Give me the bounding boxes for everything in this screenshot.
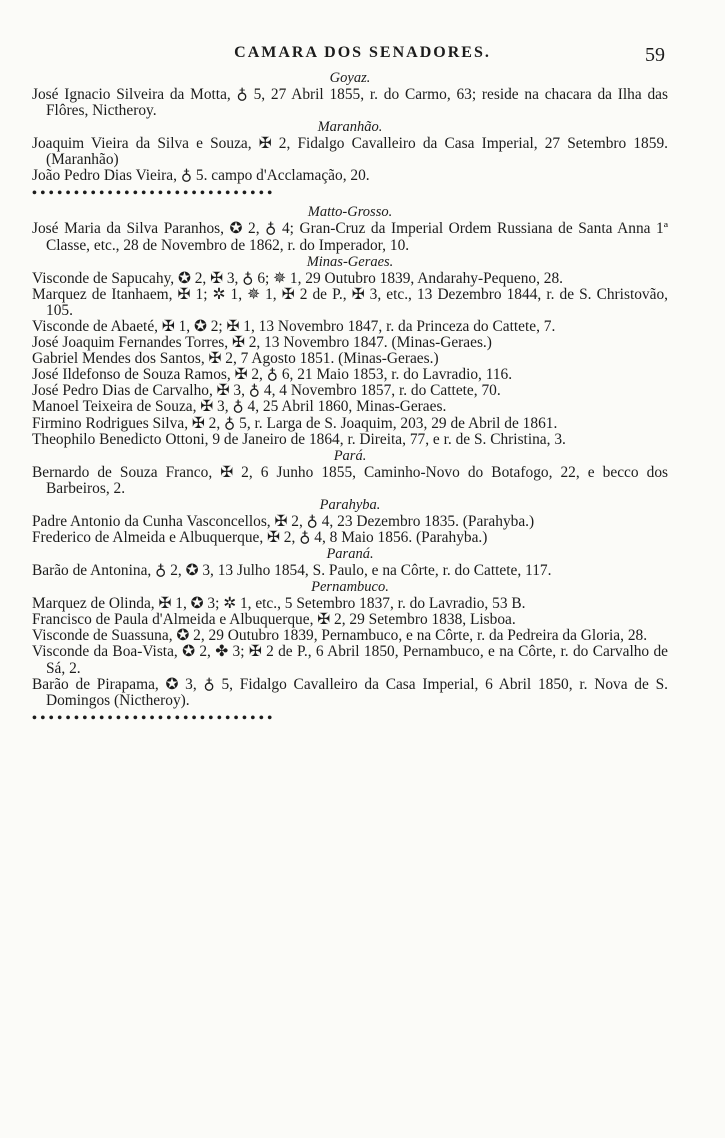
senator-entry: Barão de Pirapama, ✪ 3, ♁ 5, Fidalgo Cavalleiro da Casa Imperial, 6 Abril 1850, r. Nova de S. Domingos (Nictheroy). xyxy=(32,675,668,709)
senator-entry: Visconde de Sapucahy, ✪ 2, ✠ 3, ♁ 6; ✵ 1, 29 Outubro 1839, Andarahy-Pequeno, 28. xyxy=(32,269,564,287)
senator-entry: João Pedro Dias Vieira, ♁ 5. campo d'Acclamação, 20. xyxy=(32,167,370,185)
section-heading: Pará. xyxy=(333,447,367,464)
section-heading: Maranhão. xyxy=(317,119,383,136)
senator-entry: Marquez de Itanhaem, ✠ 1; ✲ 1, ✵ 1, ✠ 2 de P., ✠ 3, etc., 13 Dezembro 1844, r. de S. Christovão, 105. xyxy=(32,285,668,319)
senator-entry: Marquez de Olinda, ✠ 1, ✪ 3; ✲ 1, etc., 5 Setembro 1837, r. do Lavradio, 53 B. xyxy=(32,595,526,613)
senator-entry: José Joaquim Fernandes Torres, ✠ 2, 13 Novembro 1847. (Minas-Geraes.) xyxy=(32,334,492,352)
senator-entry: Visconde da Boa-Vista, ✪ 2, ✤ 3; ✠ 2 de P., 6 Abril 1850, Pernambuco, e na Côrte, r. do Carvalho de Sá, 2. xyxy=(32,643,668,677)
section-heading: Goyaz. xyxy=(329,70,371,86)
senator-entry: Padre Antonio da Cunha Vasconcellos, ✠ 2, ♁ 4, 23 Dezembro 1835. (Parahyba.) xyxy=(32,512,535,530)
page-number: 59 xyxy=(645,44,665,66)
running-header xyxy=(0,44,725,68)
senator-entry: José Ignacio Silveira da Motta, ♁ 5, 27 Abril 1855, r. do Carmo, 63; reside na chacara da Ilha das Flôres, Nictheroy. xyxy=(32,86,668,120)
section-heading: Paraná. xyxy=(326,546,374,563)
section-heading: Pernambuco. xyxy=(311,579,389,596)
senator-entry: José Maria da Silva Paranhos, ✪ 2, ♁ 4; Gran-Cruz da Imperial Ordem Russiana de Santa Anna 1ª Classe, etc., 28 de Novembro de 1862, r. do Imperador, 10. xyxy=(32,220,668,254)
senator-entry: Visconde de Abaeté, ✠ 1, ✪ 2; ✠ 1, 13 Novembro 1847, r. da Princeza do Cattete, 7. xyxy=(32,317,556,335)
senator-entry: Firmino Rodrigues Silva, ✠ 2, ♁ 5, r. Larga de S. Joaquim, 203, 29 de Abril de 1861. xyxy=(32,414,558,432)
senator-entry: Visconde de Suassuna, ✪ 2, 29 Outubro 1839, Pernambuco, e na Côrte, r. da Pedreira da Gloria, 28. xyxy=(32,627,648,645)
senator-entry: Theophilo Benedicto Ottoni, 9 de Janeiro de 1864, r. Direita, 77, e r. de S. Christina, 3. xyxy=(32,430,566,448)
senator-entry: Frederico de Almeida e Albuquerque, ✠ 2, ♁ 4, 8 Maio 1856. (Parahyba.) xyxy=(32,528,488,546)
section-heading: Minas-Geraes. xyxy=(306,253,394,270)
senator-entry: Bernardo de Souza Franco, ✠ 2, 6 Junho 1855, Caminho-Novo do Botafogo, 22, e becco dos Barbeiros, 2. xyxy=(32,463,668,497)
senators-list xyxy=(32,70,668,729)
senator-entry: Joaquim Vieira da Silva e Souza, ✠ 2, Fidalgo Cavalleiro da Casa Imperial, 27 Setembro 1859. (Maranhão) xyxy=(32,135,668,169)
section-heading: Parahyba. xyxy=(319,496,381,513)
dotted-separator: • • • • • • • • • • • • • • • • • • • • • • • • • • • • • xyxy=(32,186,273,202)
senator-entry: Manoel Teixeira de Souza, ✠ 3, ♁ 4, 25 Abril 1860, Minas-Geraes. xyxy=(32,398,447,416)
senator-entry: Barão de Antonina, ♁ 2, ✪ 3, 13 Julho 1854, S. Paulo, e na Côrte, r. do Cattete, 117. xyxy=(32,562,552,580)
section-heading: Matto-Grosso. xyxy=(307,204,393,221)
senator-entry: José Pedro Dias de Carvalho, ✠ 3, ♁ 4, 4 Novembro 1857, r. do Cattete, 70. xyxy=(32,382,501,400)
senator-entry: José Ildefonso de Souza Ramos, ✠ 2, ♁ 6, 21 Maio 1853, r. do Lavradio, 116. xyxy=(32,366,513,384)
dotted-separator: • • • • • • • • • • • • • • • • • • • • • • • • • • • • • xyxy=(32,710,273,726)
senator-entry: Gabriel Mendes dos Santos, ✠ 2, 7 Agosto 1851. (Minas-Geraes.) xyxy=(32,350,439,368)
senator-entry: Francisco de Paula d'Almeida e Albuquerque, ✠ 2, 29 Setembro 1838, Lisboa. xyxy=(32,611,516,629)
running-title: CAMARA DOS SENADORES. xyxy=(234,44,491,61)
